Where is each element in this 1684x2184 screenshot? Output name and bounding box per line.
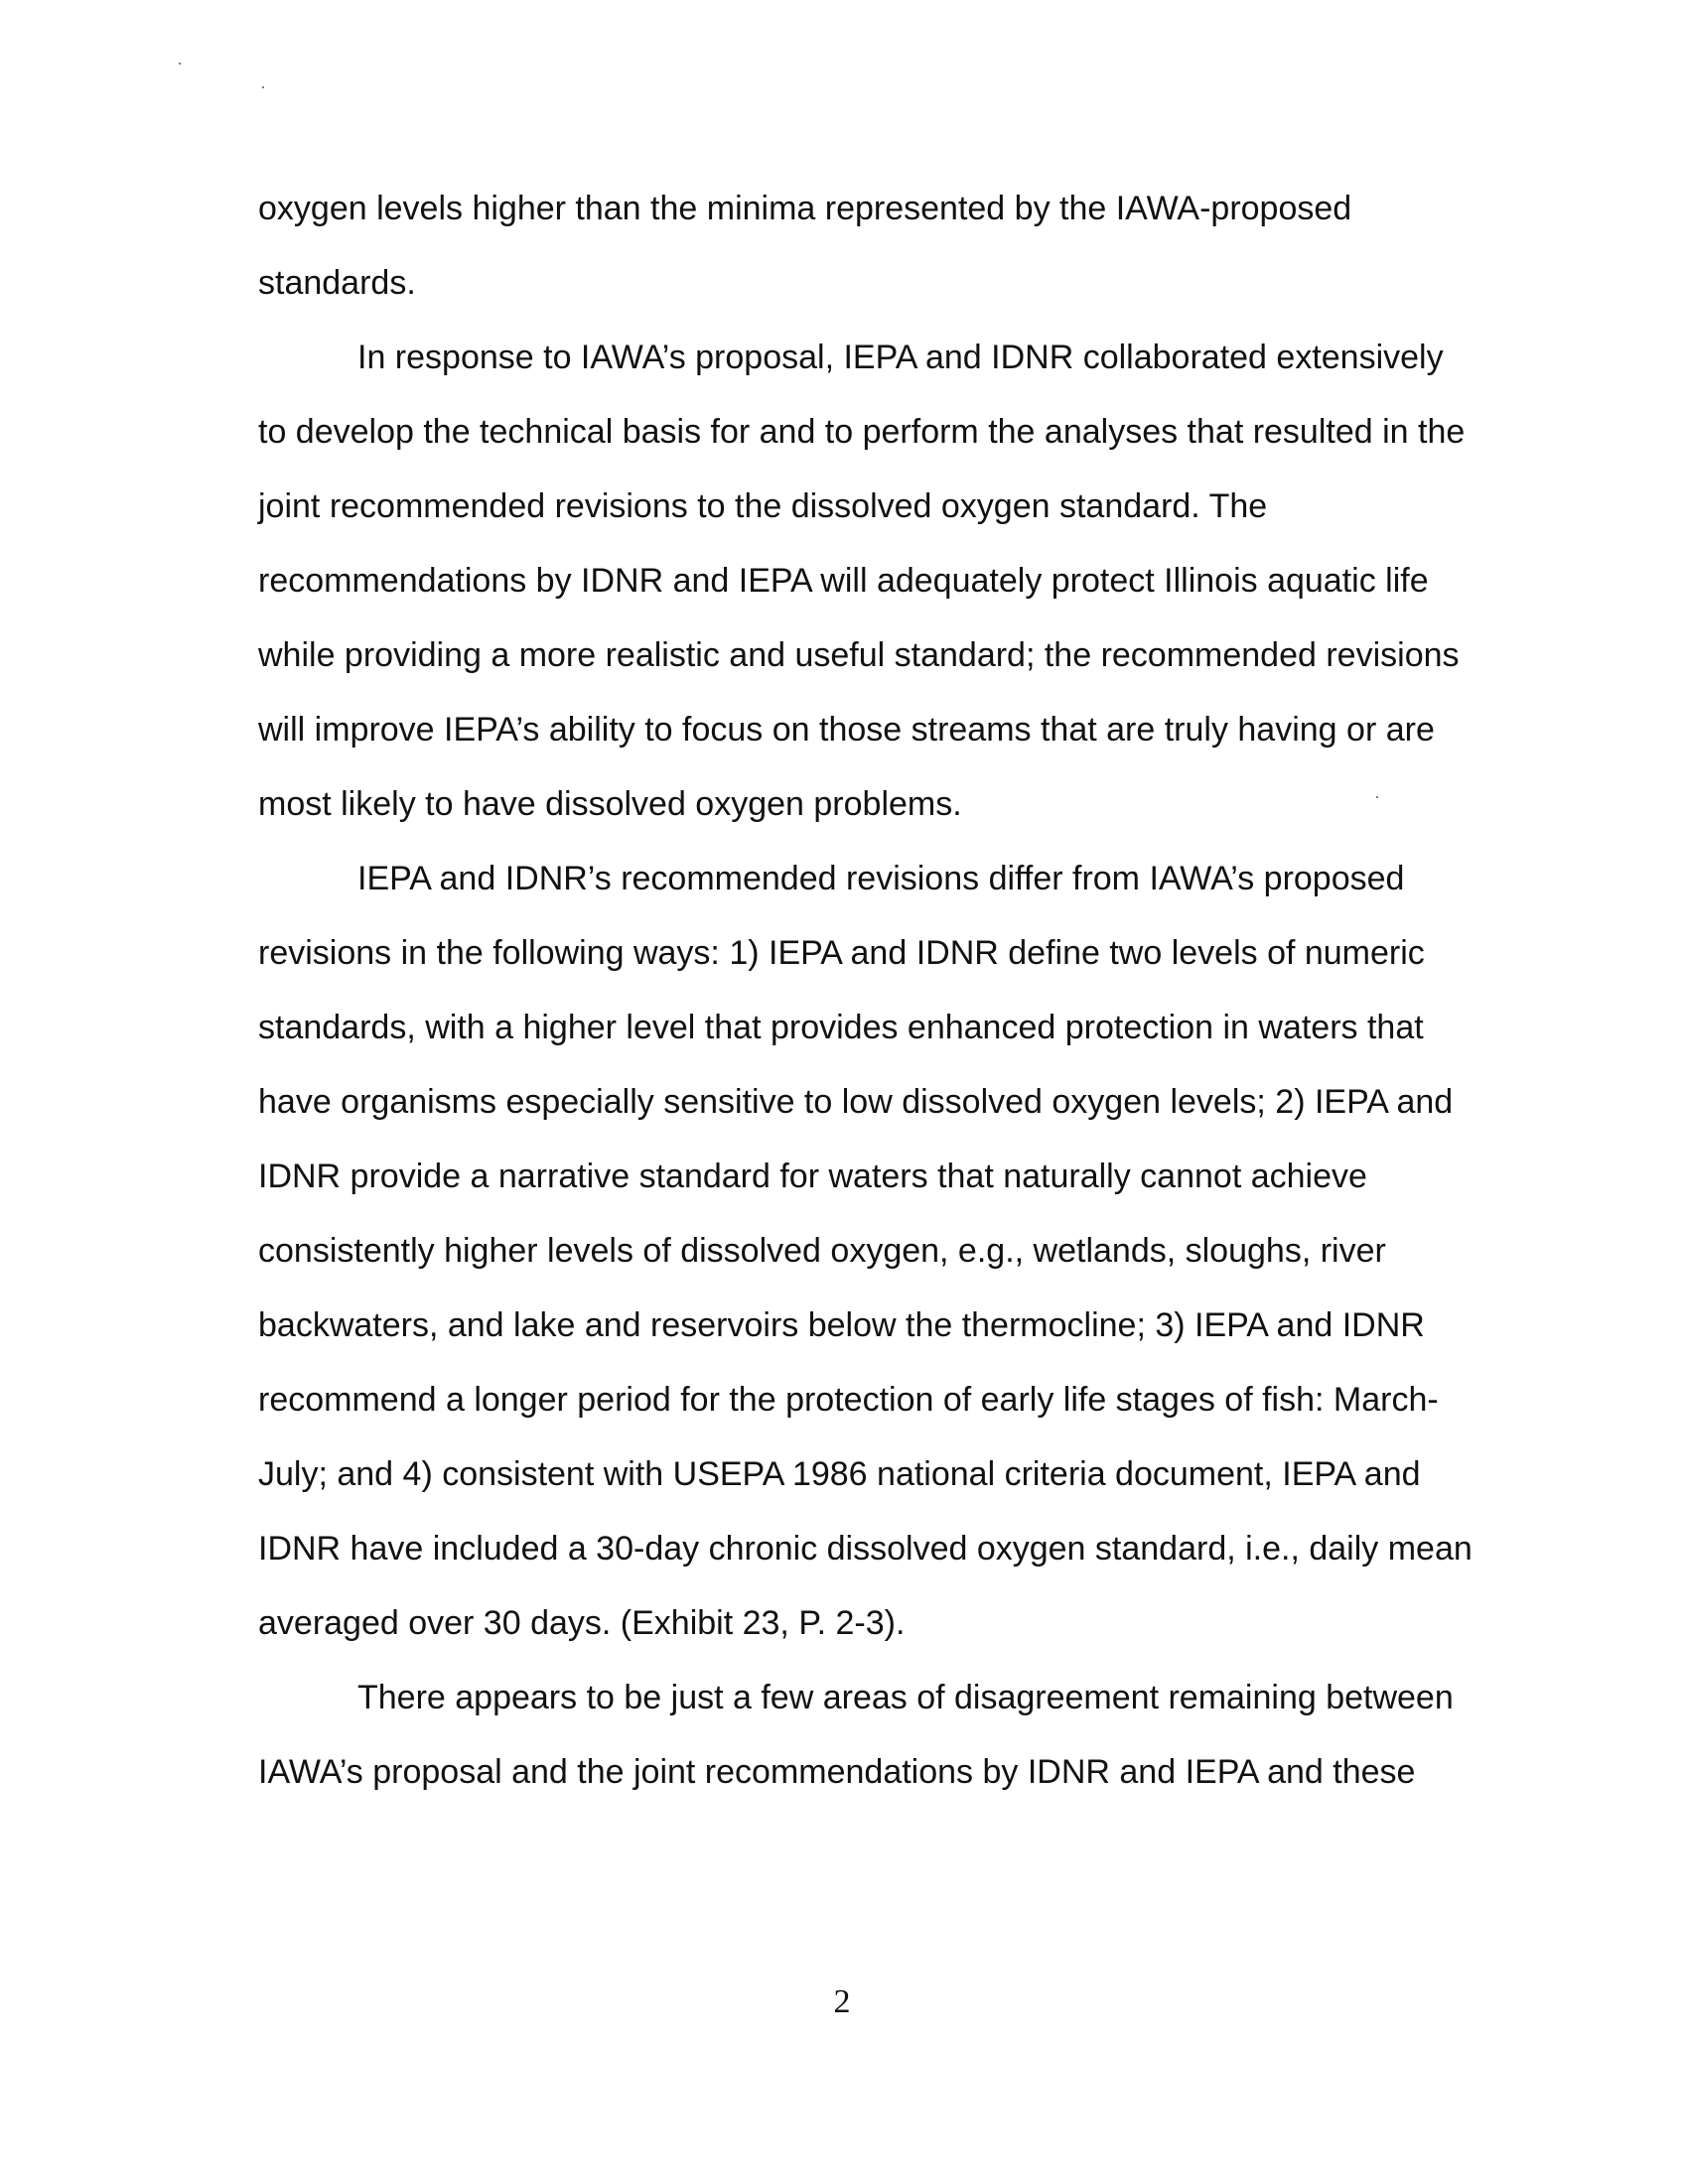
- paragraph-first-line: There appears to be just a few areas of disagreement remaining between: [357, 1679, 1454, 1716]
- body-line: consistently higher levels of dissolved oxygen, e.g., wetlands, sloughs, river: [258, 1232, 1386, 1270]
- body-line: while providing a more realistic and useful standard; the recommended revisions: [258, 636, 1460, 674]
- body-line: averaged over 30 days. (Exhibit 23, P. 2-3).: [258, 1604, 906, 1642]
- body-line: IDNR provide a narrative standard for waters that naturally cannot achieve: [258, 1158, 1367, 1195]
- body-line: recommend a longer period for the protection of early life stages of fish: March-: [258, 1381, 1439, 1419]
- scan-speck: [1376, 796, 1378, 798]
- paragraph-first-line: IEPA and IDNR’s recommended revisions differ from IAWA’s proposed: [357, 860, 1405, 897]
- body-line: standards.: [258, 264, 416, 302]
- body-line: recommendations by IDNR and IEPA will adequately protect Illinois aquatic life: [258, 562, 1429, 600]
- scan-speck: [179, 63, 181, 65]
- page-number: 2: [833, 1983, 851, 2020]
- scan-speck: [262, 86, 264, 88]
- body-line: have organisms especially sensitive to low dissolved oxygen levels; 2) IEPA and: [258, 1083, 1454, 1121]
- body-line: joint recommended revisions to the dissolved oxygen standard. The: [258, 487, 1268, 525]
- body-line: most likely to have dissolved oxygen problems.: [258, 785, 962, 823]
- body-line: oxygen levels higher than the minima represented by the IAWA-proposed: [258, 190, 1352, 227]
- body-line: standards, with a higher level that provides enhanced protection in waters that: [258, 1009, 1424, 1046]
- body-line: to develop the technical basis for and to perform the analyses that resulted in the: [258, 413, 1466, 451]
- body-line: will improve IEPA’s ability to focus on those streams that are truly having or are: [258, 711, 1435, 749]
- body-line: IDNR have included a 30-day chronic dissolved oxygen standard, i.e., daily mean: [258, 1530, 1473, 1568]
- body-line: backwaters, and lake and reservoirs below the thermocline; 3) IEPA and IDNR: [258, 1306, 1425, 1344]
- body-line: IAWA’s proposal and the joint recommendations by IDNR and IEPA and these: [258, 1753, 1416, 1791]
- body-line: revisions in the following ways: 1) IEPA and IDNR define two levels of numeric: [258, 934, 1425, 972]
- body-line: July; and 4) consistent with USEPA 1986 national criteria document, IEPA and: [258, 1455, 1421, 1493]
- paragraph-first-line: In response to IAWA’s proposal, IEPA and IDNR collaborated extensively: [357, 339, 1444, 376]
